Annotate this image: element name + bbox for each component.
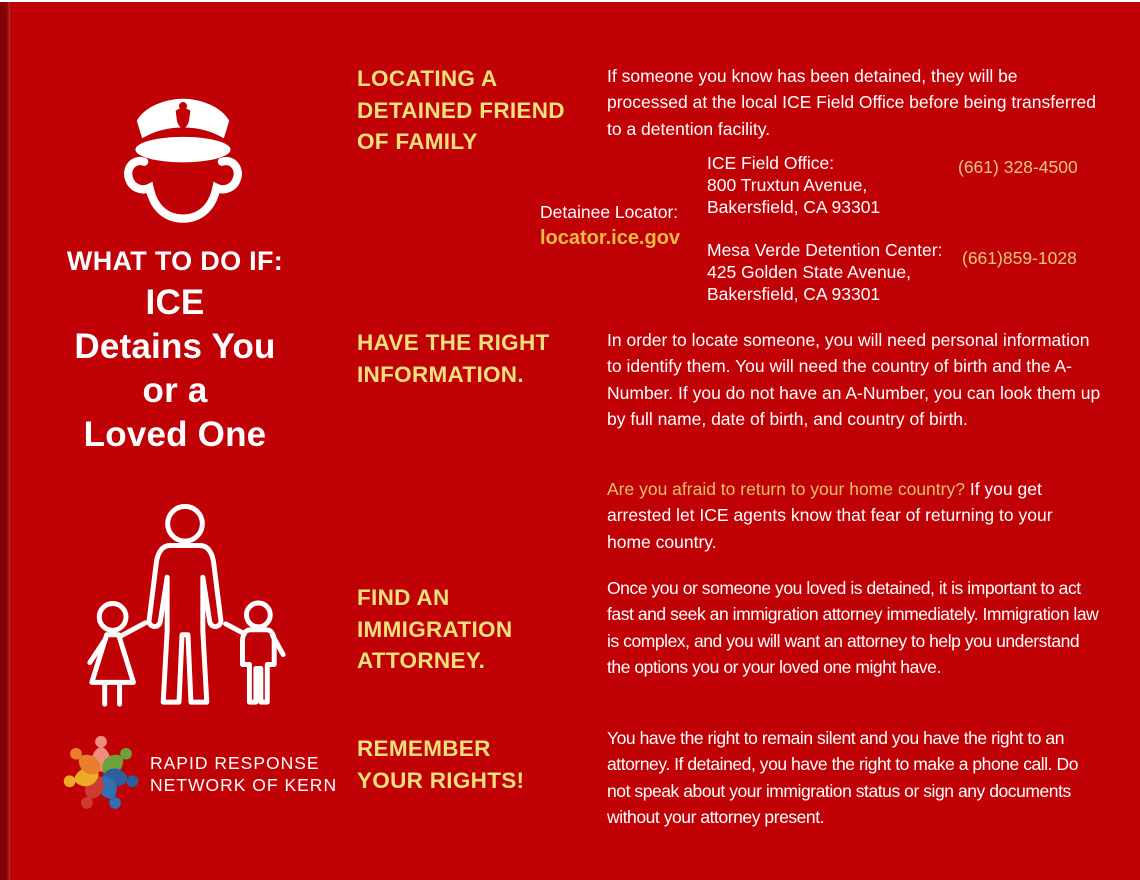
- heading-line: DETAINED FRIEND: [357, 97, 565, 123]
- location-name: ICE Field Office:: [707, 153, 835, 173]
- location-city: Bakersfield, CA 93301: [707, 197, 881, 217]
- afraid-paragraph: [607, 476, 1101, 555]
- heading-line: LOCATING A: [357, 66, 498, 91]
- heading-line: YOUR RIGHTS!: [357, 767, 525, 793]
- section-heading-locating: [357, 63, 602, 158]
- family-icon: [70, 497, 298, 717]
- location-name: Mesa Verde Detention Center:: [707, 240, 943, 260]
- detainee-locator-label: Detainee Locator:: [540, 202, 679, 222]
- attorney-paragraph: Once you or someone you loved is detained, it is important to act fast and seek an immigration attorney immediately. Immigration law is complex, and you will want an attorney to help you understand the options you or your loved one might have.: [607, 578, 1099, 677]
- main-title-line-1: ICE: [145, 283, 205, 322]
- section-heading-rights: [357, 733, 602, 796]
- main-title-line-4: Loved One: [83, 415, 267, 454]
- ice-field-office-address: [707, 152, 880, 218]
- location-address: 800 Truxtun Avenue,: [707, 175, 868, 195]
- ice-field-office-phone: (661) 328-4500: [958, 157, 1078, 177]
- org-name: [150, 752, 337, 796]
- rapid-response-network-logo-icon: [60, 733, 142, 815]
- detainee-locator: [540, 202, 680, 250]
- top-hairline: [0, 0, 1140, 2]
- main-title-line-3: or a: [142, 371, 208, 410]
- afraid-question-highlight: Are you afraid to return to your home country?: [607, 479, 965, 499]
- heading-line: HAVE THE RIGHT: [357, 330, 550, 355]
- rights-paragraph: You have the right to remain silent and you have the right to an attorney. If detained, you have the right to make a phone call. Do not speak about your immigration status or sign any documents without your attorney present.: [607, 728, 1078, 827]
- mesa-verde-address: [707, 239, 942, 305]
- police-officer-icon: [116, 92, 250, 234]
- intro-paragraph: If someone you know has been detained, they will be processed at the local ICE Field Office before being transferred to a detention facility.: [607, 66, 1096, 139]
- detainee-locator-url: locator.ice.gov: [540, 227, 681, 249]
- heading-line: ATTORNEY.: [357, 648, 486, 673]
- section-heading-attorney: [357, 582, 602, 677]
- heading-line: IMMIGRATION: [357, 616, 513, 642]
- org-name-line-1: RAPID RESPONSE: [150, 753, 320, 773]
- afraid-answer-text: If you get arrested let ICE agents know that fear of returning to your home country.: [607, 479, 1053, 552]
- kicker-heading: WHAT TO DO IF:: [66, 246, 284, 276]
- information-paragraph: In order to locate someone, you will need personal information to identify them. You will need the country of birth and the A-Number. If you do not have an A-Number, you can look them up by full name, date of birth, and country of birth.: [607, 330, 1101, 429]
- main-title: [0, 281, 350, 457]
- location-address: 425 Golden State Avenue,: [707, 262, 912, 282]
- section-heading-information: [357, 327, 602, 390]
- heading-line: OF FAMILY: [357, 129, 478, 154]
- heading-line: FIND AN: [357, 585, 450, 610]
- org-logo: [60, 733, 337, 815]
- location-city: Bakersfield, CA 93301: [707, 284, 881, 304]
- main-title-line-2: Detains You: [74, 327, 276, 366]
- org-name-line-2: NETWORK OF KERN: [150, 775, 338, 795]
- heading-line: REMEMBER: [357, 736, 491, 761]
- mesa-verde-phone: (661)859-1028: [962, 248, 1077, 268]
- heading-line: INFORMATION.: [357, 361, 524, 387]
